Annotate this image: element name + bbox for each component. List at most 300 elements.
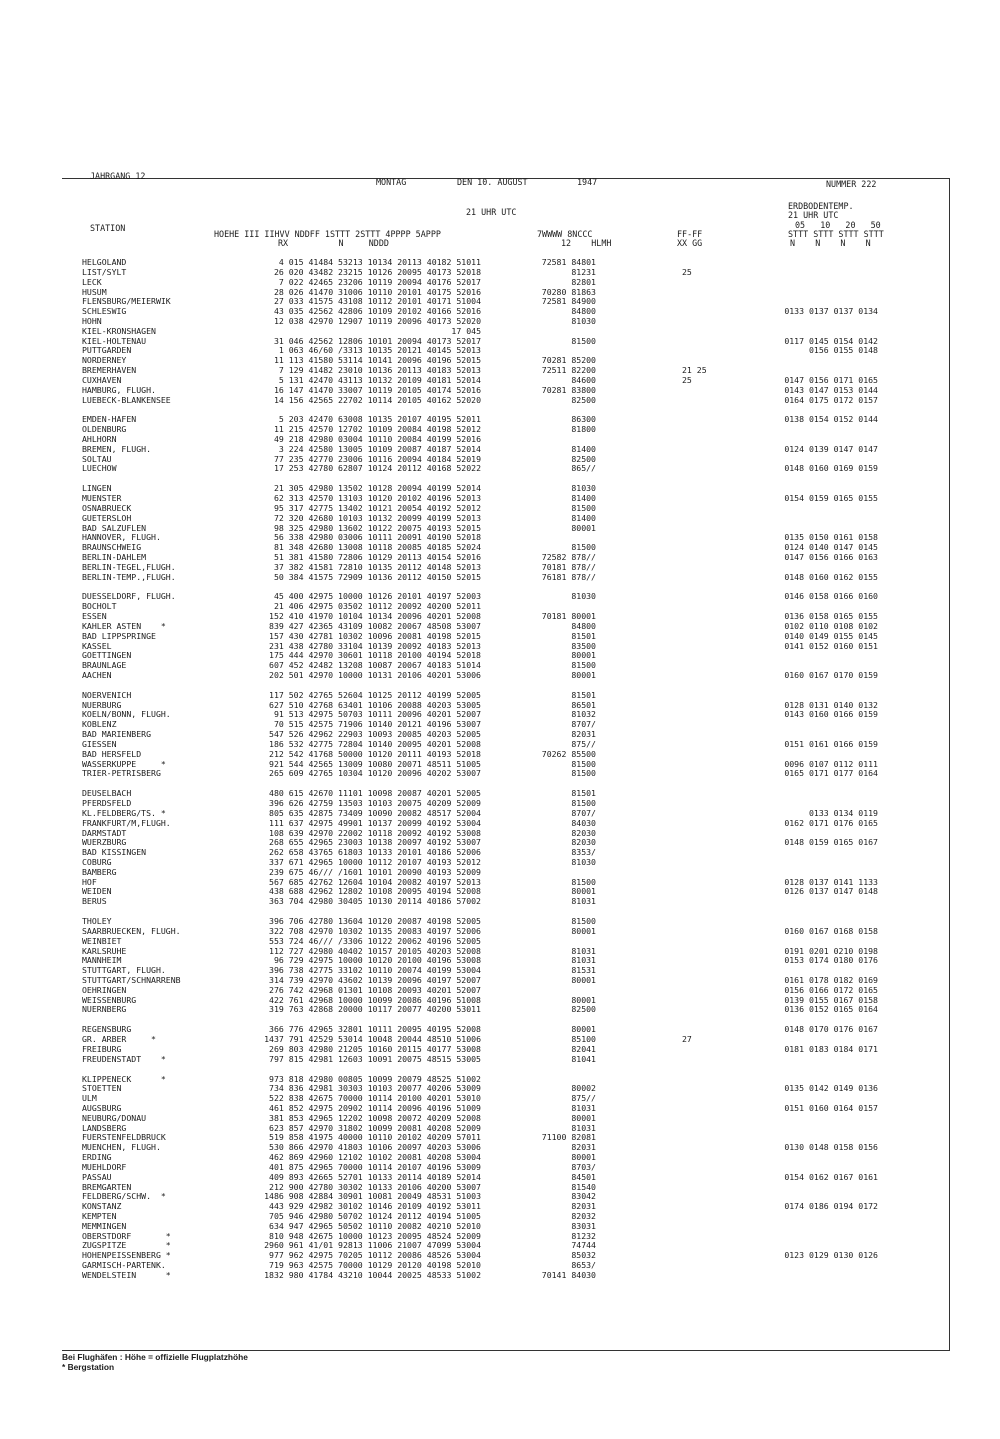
station-name: BERUS <box>82 896 107 907</box>
station-name: KOELN/BONN, FLUGH. <box>82 709 171 720</box>
group-7-8: 81041 <box>571 1053 596 1064</box>
station-name: NOERVENICH <box>82 689 132 700</box>
group-7-8: 83500 <box>571 640 596 651</box>
station-name: PUTTGARDEN <box>82 345 132 356</box>
soil-temperatures: 0151 0160 0164 0157 <box>784 1103 878 1113</box>
footnote-airports: Bei Flughäfen : Höhe = offizielle Flugplatzhöhe <box>62 1352 248 1362</box>
station-name: LUEBECK-BLANKENSEE <box>82 394 171 405</box>
group-7-8: 84501 <box>571 1171 596 1182</box>
group-7-8: 71100 82081 <box>541 1132 596 1143</box>
station-name: HOHENPEISSENBERG * <box>82 1250 171 1261</box>
station-name: WEIDEN <box>82 886 112 897</box>
synop-codes: 810 948 42675 10000 10123 20095 48524 52009 <box>269 1230 481 1241</box>
station-name: MUENCHEN, FLUGH. <box>82 1142 161 1153</box>
group-7-8: 81031 <box>571 1103 596 1113</box>
station-name: KL.FELDBERG/TS. * <box>82 807 166 818</box>
station-name: TRIER-PETRISBERG <box>82 768 161 779</box>
soil-temperatures: 0162 0171 0176 0165 <box>784 817 878 828</box>
group-7-8: 8703/ <box>571 1161 596 1172</box>
synop-codes: 3 224 42580 13005 10109 20087 40187 52014 <box>278 443 481 454</box>
soil-temperatures: 0154 0159 0165 0155 <box>784 493 878 503</box>
group-7-8: 72582 878// <box>541 552 596 562</box>
soil-temp-depths: 05 10 20 50 <box>795 220 881 230</box>
synop-codes: 111 637 42975 49901 10137 20099 40192 53004 <box>269 817 481 828</box>
synop-codes: 607 452 42482 13208 10087 20067 40183 51014 <box>269 660 481 671</box>
group-7-8: 81501 <box>571 788 596 799</box>
soil-temperatures: 0181 0183 0184 0171 <box>784 1043 878 1054</box>
synop-codes: 530 866 42970 41803 10106 20097 40203 53006 <box>269 1142 481 1153</box>
soil-temperatures: 0135 0150 0161 0158 <box>784 532 878 543</box>
group-7-8: 865// <box>571 463 596 474</box>
group-7-8: 82031 <box>571 1201 596 1212</box>
group-7-8: 81031 <box>571 955 596 966</box>
synop-codes: 1437 791 42529 53014 10048 20044 48510 51006 <box>264 1034 481 1044</box>
group-7-8: 82041 <box>571 1043 596 1054</box>
synop-codes: 62 313 42570 13103 10120 20102 40196 52013 <box>273 493 481 503</box>
wind-gust: 21 25 <box>682 365 707 375</box>
group-7-8: 81531 <box>571 965 596 976</box>
station-name: EMDEN-HAFEN <box>82 414 137 425</box>
soil-temperatures: 0146 0158 0166 0160 <box>784 591 878 602</box>
group-7-8: 80001 <box>571 1112 596 1123</box>
soil-temperatures: 0124 0139 0147 0147 <box>784 443 878 454</box>
synop-codes: 72 320 42680 10103 10132 20099 40199 52013 <box>273 512 481 523</box>
soil-temperatures: 0156 0166 0172 0165 <box>784 984 878 995</box>
soil-temperatures: 0096 0107 0112 0111 <box>784 758 878 769</box>
jahrgang-label: JAHRGANG 12 <box>90 171 146 181</box>
synop-codes: 231 438 42780 33104 10139 20092 40183 52013 <box>269 640 481 651</box>
synop-codes: 95 317 42775 13402 10121 20054 40192 52012 <box>273 502 481 513</box>
station-name: OLDENBURG <box>82 424 127 435</box>
station-name: BREMEN, FLUGH. <box>82 443 152 454</box>
station-name: KEMPTEN <box>82 1211 117 1221</box>
group-7-8: 81500 <box>571 758 596 769</box>
station-name: FUERSTENFELDBRUCK <box>82 1132 166 1143</box>
synop-codes: 51 381 41580 72806 10129 20113 40154 52016 <box>273 552 481 562</box>
soil-temperatures: 0160 0167 0168 0158 <box>784 925 878 936</box>
soil-temperatures: 0117 0145 0154 0142 <box>784 335 878 346</box>
group-7-8: 81400 <box>571 493 596 503</box>
soil-temperatures: 0140 0149 0155 0145 <box>784 630 878 641</box>
synop-codes: 396 626 42759 13503 10103 20075 40209 52009 <box>269 798 481 808</box>
date-label: DEN 10. AUGUST <box>457 177 528 187</box>
synop-codes: 462 869 42960 12102 10102 20081 40208 53004 <box>269 1152 481 1163</box>
station-name: KAHLER ASTEN * <box>82 620 166 631</box>
soil-temperatures: 0147 0156 0171 0165 <box>784 374 878 385</box>
soil-temperatures: 0148 0160 0169 0159 <box>784 463 878 474</box>
station-name: BRAUNSCHWEIG <box>82 542 142 553</box>
synop-codes: 705 946 42980 50702 10124 20112 40194 51005 <box>269 1211 481 1221</box>
station-name: OSNABRUECK <box>82 502 132 513</box>
synop-codes: 461 852 42975 20902 10114 20096 40196 51009 <box>269 1103 481 1113</box>
year-label: 1947 <box>577 177 598 187</box>
group-7-8: 81500 <box>571 502 596 513</box>
group-7-8: 82030 <box>571 827 596 838</box>
station-name: AUGSBURG <box>82 1103 122 1113</box>
synop-codes: 212 542 41768 50000 10120 20111 40193 52018 <box>269 748 481 759</box>
group-7-8: 81400 <box>571 512 596 523</box>
station-name: FELDBERG/SCHW. * <box>82 1191 166 1202</box>
group-7-8: 8353/ <box>571 847 596 858</box>
group-7-8: 82032 <box>571 1211 596 1221</box>
synop-codes: 77 235 42770 23006 10116 20094 40184 52019 <box>273 453 481 464</box>
station-name: HOHN <box>82 315 102 326</box>
group-7-8: 81030 <box>571 856 596 867</box>
synop-codes: 396 706 42780 13604 10120 20087 40198 52005 <box>269 916 481 926</box>
station-name: DUESSELDORF, FLUGH. <box>82 591 176 602</box>
station-name: LIST/SYLT <box>82 266 127 277</box>
station-name: BAD SALZUFLEN <box>82 522 147 533</box>
group-7-8: 82031 <box>571 1142 596 1153</box>
synop-codes: 567 685 42762 12604 10104 20082 40197 52013 <box>269 876 481 887</box>
soil-temperatures: 0124 0140 0147 0145 <box>784 542 878 553</box>
station-name: HAMBURG, FLUGH. <box>82 384 156 395</box>
group-7-8: 81500 <box>571 798 596 808</box>
group-7-8: 80002 <box>571 1083 596 1094</box>
synop-codes: 28 026 41470 31006 10110 20101 40175 52016 <box>273 286 481 297</box>
station-name: BRAUNLAGE <box>82 660 127 671</box>
station-name: AHLHORN <box>82 433 117 444</box>
station-name: BREMGARTEN <box>82 1181 132 1192</box>
synop-codes: 522 838 42675 70000 10114 20100 40201 53010 <box>269 1093 481 1104</box>
group-7-8: 84800 <box>571 620 596 631</box>
observation-time: 21 UHR UTC <box>466 207 517 217</box>
soil-temperatures: 0136 0152 0165 0164 <box>784 1004 878 1015</box>
station-name: WEINBIET <box>82 935 122 946</box>
group-7-8: 81800 <box>571 424 596 435</box>
group-7-8: 82500 <box>571 394 596 405</box>
synop-codes: 409 893 42665 52701 10133 20114 40189 52014 <box>269 1171 481 1182</box>
synop-codes: 17 253 42780 62807 10124 20112 40168 52022 <box>273 463 481 474</box>
group-7-8: 83042 <box>571 1191 596 1202</box>
synop-codes: 262 658 43765 61803 10133 20101 40186 52006 <box>269 847 481 858</box>
wind-gust: 25 <box>682 266 692 277</box>
station-name: SOLTAU <box>82 453 112 464</box>
synop-codes: 269 803 42980 21205 10160 20115 40177 53008 <box>269 1043 481 1054</box>
synop-codes: 5 203 42470 63008 10135 20107 40195 52011 <box>278 414 481 425</box>
soil-temperatures: 0133 0137 0137 0134 <box>784 306 878 317</box>
synop-codes: 2960 961 41/01 92813 11006 21007 47099 53004 <box>264 1240 481 1251</box>
station-name: WUERZBURG <box>82 837 127 848</box>
group-7-8: 70181 80001 <box>541 611 596 622</box>
soil-temperatures: 0191 0201 0210 0198 <box>784 945 878 956</box>
soil-temperatures: 0148 0170 0176 0167 <box>784 1024 878 1035</box>
synop-codes: 623 857 42970 31802 10099 20081 40208 52009 <box>269 1122 481 1133</box>
station-name: PASSAU <box>82 1171 112 1182</box>
synop-codes: 422 761 42968 10000 10099 20086 40196 51008 <box>269 994 481 1005</box>
station-name: KONSTANZ <box>82 1201 122 1212</box>
synop-codes: 627 510 42768 63401 10106 20088 40203 53005 <box>269 699 481 710</box>
station-name: GOETTINGEN <box>82 650 132 661</box>
station-name: OEHRINGEN <box>82 984 127 995</box>
group-7-8: 80001 <box>571 994 596 1005</box>
soil-temperatures: 0138 0154 0152 0144 <box>784 414 878 425</box>
group-7-8: 81232 <box>571 1230 596 1241</box>
synop-codes: 1832 980 41784 43210 10044 20025 48533 51002 <box>264 1269 481 1280</box>
group-7-8: 80001 <box>571 886 596 897</box>
station-name: THOLEY <box>82 916 112 926</box>
station-name: GUETERSLOH <box>82 512 132 523</box>
station-name: PFERDSFELD <box>82 798 132 808</box>
station-name: DEUSELBACH <box>82 788 132 799</box>
synop-codes: 734 836 42981 30303 10103 20077 40206 53009 <box>269 1083 481 1094</box>
group-7-8: 84030 <box>571 817 596 828</box>
synop-codes: 108 639 42970 22002 10118 20092 40192 53008 <box>269 827 481 838</box>
group7-header-2: 12 HLMH <box>561 238 612 248</box>
soil-temp-n: N N N N <box>790 238 871 248</box>
synop-codes: 719 963 42575 70000 10129 20120 40198 52010 <box>269 1260 481 1271</box>
station-name: MUEHLDORF <box>82 1161 127 1172</box>
station-name: FRANKFURT/M,FLUGH. <box>82 817 171 828</box>
synop-codes: 49 218 42980 03004 10110 20084 40199 52016 <box>273 433 481 444</box>
synop-codes: 973 818 42980 00805 10099 20079 48525 51002 <box>269 1073 481 1084</box>
soil-temperatures: 0123 0129 0130 0126 <box>784 1250 878 1261</box>
group-7-8: 8653/ <box>571 1260 596 1271</box>
station-name: STOETTEN <box>82 1083 122 1094</box>
station-name: NEUBURG/DONAU <box>82 1112 147 1123</box>
group-7-8: 81500 <box>571 916 596 926</box>
weekday-label: MONTAG <box>376 177 407 187</box>
station-name: HELGOLAND <box>82 257 127 267</box>
synop-codes: 21 305 42980 13502 10128 20094 40199 52014 <box>273 483 481 494</box>
soil-temperatures: 0148 0159 0165 0167 <box>784 837 878 848</box>
synop-codes: 31 046 42562 12806 10101 20094 40173 52017 <box>273 335 481 346</box>
group-7-8: 74744 <box>571 1240 596 1251</box>
station-name: FREIBURG <box>82 1043 122 1054</box>
synop-codes: 96 729 42975 10000 10120 20100 40196 53008 <box>273 955 481 966</box>
footnote-mountain-station: * Bergstation <box>62 1362 115 1372</box>
synop-codes: 112 727 42980 40402 10157 20105 40203 52008 <box>269 945 481 956</box>
group-7-8: 70262 85500 <box>541 748 596 759</box>
synop-codes: 634 947 42965 50502 10110 20082 40210 52010 <box>269 1220 481 1231</box>
soil-temperatures: 0174 0186 0194 0172 <box>784 1201 878 1212</box>
group-7-8: 81030 <box>571 315 596 326</box>
group-7-8: 81501 <box>571 630 596 641</box>
group-7-8: 70281 83800 <box>541 384 596 395</box>
synop-codes: 314 739 42970 43602 10139 20096 40197 52007 <box>269 974 481 985</box>
synop-codes: 17 045 <box>451 325 481 336</box>
station-name: STUTTGART, FLUGH. <box>82 965 166 976</box>
soil-temperatures: 0147 0156 0166 0163 <box>784 552 878 562</box>
synop-codes: 519 858 41975 40000 10110 20102 40209 57011 <box>269 1132 481 1143</box>
station-name: KASSEL <box>82 640 112 651</box>
station-name: MANNHEIM <box>82 955 122 966</box>
group-7-8: 81030 <box>571 483 596 494</box>
soil-temperatures: 0143 0160 0166 0159 <box>784 709 878 720</box>
station-name: ZUGSPITZE * <box>82 1240 171 1251</box>
station-name: OBERSTDORF * <box>82 1230 171 1241</box>
soil-temperatures: 0126 0137 0147 0148 <box>784 886 878 897</box>
code-header-1: HOEHE III IIHVV NDDFF 1STTT 2STTT 4PPPP 5APPP <box>214 229 441 239</box>
soil-temperatures: 0165 0171 0177 0164 <box>784 768 878 779</box>
station-name: NUERNBERG <box>82 1004 127 1015</box>
synop-codes: 443 929 42982 30102 10146 20109 40192 53011 <box>269 1201 481 1212</box>
synop-codes: 366 776 42965 32801 10111 20095 40195 52008 <box>269 1024 481 1035</box>
synop-codes: 319 763 42868 20000 10117 20077 40200 53011 <box>269 1004 481 1015</box>
synop-codes: 438 688 42962 12802 10108 20095 40194 52008 <box>269 886 481 897</box>
synop-codes: 1486 908 42884 30901 10081 20049 48531 51003 <box>264 1191 481 1202</box>
group-7-8: 8707/ <box>571 807 596 818</box>
right-border <box>949 178 950 1350</box>
station-name: NORDERNEY <box>82 355 127 366</box>
synop-codes: 50 384 41575 72909 10136 20112 40150 52015 <box>273 571 481 582</box>
synop-codes: 839 427 42365 43109 10082 20067 48508 53007 <box>269 620 481 631</box>
synop-codes: 186 532 42775 72804 10140 20095 40201 52008 <box>269 738 481 749</box>
group-7-8: 70141 84030 <box>541 1269 596 1280</box>
station-name: WENDELSTEIN * <box>82 1269 171 1280</box>
station-name: BREMERHAVEN <box>82 365 137 375</box>
wind-header-1: FF-FF <box>677 229 703 239</box>
synop-codes: 81 348 42680 13008 10118 20085 40185 52024 <box>273 542 481 553</box>
station-name: DARMSTADT <box>82 827 127 838</box>
station-name: LUECHOW <box>82 463 117 474</box>
synop-codes: 921 544 42565 13009 10080 20071 48511 51005 <box>269 758 481 769</box>
synop-codes: 7 129 41482 23010 10136 20113 40183 52013 <box>278 365 481 375</box>
soil-temperatures: 0133 0134 0119 <box>784 807 878 818</box>
synop-codes: 157 430 42781 10302 10096 20081 40198 52015 <box>269 630 481 641</box>
group-7-8: 80001 <box>571 974 596 985</box>
group7-header-1: 7WWWW 8NCCC <box>537 229 593 239</box>
station-name: STUTTGART/SCHNARRENB <box>82 974 181 985</box>
code-header-2: RX N NDDD <box>278 238 389 248</box>
issue-number: NUMMER 222 <box>826 179 877 189</box>
station-name: BERLIN-DAHLEM <box>82 552 147 562</box>
soil-temperatures: 0135 0142 0149 0136 <box>784 1083 878 1094</box>
soil-temperatures: 0139 0155 0167 0158 <box>784 994 878 1005</box>
soil-temperatures: 0164 0175 0172 0157 <box>784 394 878 405</box>
group-7-8: 81031 <box>571 896 596 907</box>
synop-codes: 98 325 42980 13602 10122 20075 40193 52015 <box>273 522 481 533</box>
group-7-8: 81032 <box>571 709 596 720</box>
group-7-8: 81400 <box>571 443 596 454</box>
group-7-8: 81031 <box>571 945 596 956</box>
synop-codes: 396 738 42775 33102 10110 20074 40199 53004 <box>269 965 481 976</box>
station-name: KARLSRUHE <box>82 945 127 956</box>
soil-temperatures: 0151 0161 0166 0159 <box>784 738 878 749</box>
synop-codes: 4 015 41484 53213 10134 20113 40182 51011 <box>278 257 481 267</box>
soil-temp-title: ERDBODENTEMP. <box>788 201 854 211</box>
group-7-8: 70181 878// <box>541 561 596 572</box>
station-name: LINGEN <box>82 483 112 494</box>
station-name: FREUDENSTADT * <box>82 1053 166 1064</box>
group-7-8: 81540 <box>571 1181 596 1192</box>
station-name: WASSERKUPPE * <box>82 758 166 769</box>
station-name: BAD LIPPSPRINGE <box>82 630 156 641</box>
group-7-8: 81231 <box>571 266 596 277</box>
station-name: HANNOVER, FLUGH. <box>82 532 161 543</box>
station-name: REGENSBURG <box>82 1024 132 1035</box>
group-7-8: 86300 <box>571 414 596 425</box>
group-7-8: 8707/ <box>571 719 596 730</box>
group-7-8: 80001 <box>571 650 596 661</box>
station-name: SAARBRUECKEN, FLUGH. <box>82 925 181 936</box>
station-name: HUSUM <box>82 286 107 297</box>
station-name: KIEL-HOLTENAU <box>82 335 147 346</box>
station-name: BERLIN-TEMP.,FLUGH. <box>82 571 176 582</box>
group-7-8: 76181 878// <box>541 571 596 582</box>
wind-gust: 25 <box>682 374 692 385</box>
station-name: COBURG <box>82 856 112 867</box>
group-7-8: 80001 <box>571 925 596 936</box>
synop-codes: 805 635 42875 73409 10090 20082 48517 52004 <box>269 807 481 818</box>
station-name: KIEL-KRONSHAGEN <box>82 325 156 336</box>
soil-temperatures: 0128 0131 0140 0132 <box>784 699 878 710</box>
soil-temperatures: 0128 0137 0141 1133 <box>784 876 878 887</box>
soil-temperatures: 0156 0155 0148 <box>784 345 878 356</box>
synop-codes: 37 382 41581 72810 10135 20112 40148 52013 <box>273 561 481 572</box>
synop-codes: 70 515 42575 71906 10140 20121 40196 53007 <box>273 719 481 730</box>
group-7-8: 72511 82200 <box>541 365 596 375</box>
station-name: BAD MARIENBERG <box>82 729 152 740</box>
group-7-8: 81500 <box>571 335 596 346</box>
wind-header-2: XX GG <box>677 238 703 248</box>
station-name: KOBLENZ <box>82 719 117 730</box>
group-7-8: 84800 <box>571 306 596 317</box>
soil-temperatures: 0136 0158 0165 0155 <box>784 611 878 622</box>
group-7-8: 875// <box>571 738 596 749</box>
station-name: CUXHAVEN <box>82 374 122 385</box>
synop-codes: 797 815 42981 12603 10091 20075 48515 53005 <box>269 1053 481 1064</box>
soil-temp-time: 21 UHR UTC <box>788 210 839 220</box>
group-7-8: 81500 <box>571 876 596 887</box>
group-7-8: 70280 81863 <box>541 286 596 297</box>
synop-codes: 11 113 41580 53114 10141 20096 40196 52015 <box>273 355 481 366</box>
synop-codes: 239 675 46/// /1601 10101 20090 40193 52009 <box>269 866 481 877</box>
soil-temperatures: 0148 0160 0162 0155 <box>784 571 878 582</box>
soil-temperatures: 0143 0147 0153 0144 <box>784 384 878 395</box>
station-name: GR. ARBER * <box>82 1034 156 1044</box>
synop-codes: 212 900 42780 30302 10133 20106 40200 53007 <box>269 1181 481 1192</box>
station-name: GIESSEN <box>82 738 117 749</box>
synop-codes: 12 038 42970 12907 10119 20096 40173 52020 <box>273 315 481 326</box>
synop-codes: 268 655 42965 23003 10138 20097 40192 53007 <box>269 837 481 848</box>
group-7-8: 84600 <box>571 374 596 385</box>
station-name: KLIPPENECK * <box>82 1073 166 1084</box>
synop-codes: 401 875 42965 70000 10114 20107 40196 53009 <box>269 1161 481 1172</box>
bottom-rule <box>62 1350 950 1351</box>
soil-temp-stt: STTT STTT STTT STTT <box>788 229 884 239</box>
synop-codes: 117 502 42765 52604 10125 20112 40199 52005 <box>269 689 481 700</box>
synop-codes: 14 156 42565 22702 10114 20105 40162 52020 <box>273 394 481 405</box>
group-7-8: 80001 <box>571 670 596 680</box>
station-name: ERDING <box>82 1152 112 1163</box>
station-name: BERLIN-TEGEL,FLUGH. <box>82 561 176 572</box>
soil-temperatures: 0154 0162 0167 0161 <box>784 1171 878 1182</box>
group-7-8: 82031 <box>571 729 596 740</box>
group-7-8: 85100 <box>571 1034 596 1044</box>
group-7-8: 81030 <box>571 591 596 602</box>
group-7-8: 875// <box>571 1093 596 1104</box>
station-name: LECK <box>82 276 102 287</box>
synop-codes: 276 742 42968 01301 10108 20093 40201 52007 <box>269 984 481 995</box>
synop-codes: 56 338 42980 03006 10111 20091 40190 52018 <box>273 532 481 543</box>
soil-temperatures: 0153 0174 0180 0176 <box>784 955 878 966</box>
synop-codes: 1 063 46/60 /3313 10135 20121 40145 52013 <box>278 345 481 356</box>
soil-temperatures: 0160 0167 0170 0159 <box>784 670 878 680</box>
group-7-8: 81031 <box>571 1122 596 1133</box>
soil-temperatures: 0141 0152 0160 0151 <box>784 640 878 651</box>
soil-temperatures: 0102 0110 0108 0102 <box>784 620 878 631</box>
group-7-8: 83031 <box>571 1220 596 1231</box>
synop-codes: 175 444 42970 30601 10118 20100 40194 52018 <box>269 650 481 661</box>
synop-codes: 265 609 42765 10304 10120 20096 40202 53007 <box>269 768 481 779</box>
station-name: HOF <box>82 876 97 887</box>
station-name: BAD HERSFELD <box>82 748 142 759</box>
synop-codes: 45 400 42975 10000 10126 20101 40197 52003 <box>273 591 481 602</box>
group-7-8: 82030 <box>571 837 596 848</box>
synop-codes: 381 853 42965 12202 10098 20072 40209 52008 <box>269 1112 481 1123</box>
synop-codes: 337 671 42965 10000 10112 20107 40193 52012 <box>269 856 481 867</box>
